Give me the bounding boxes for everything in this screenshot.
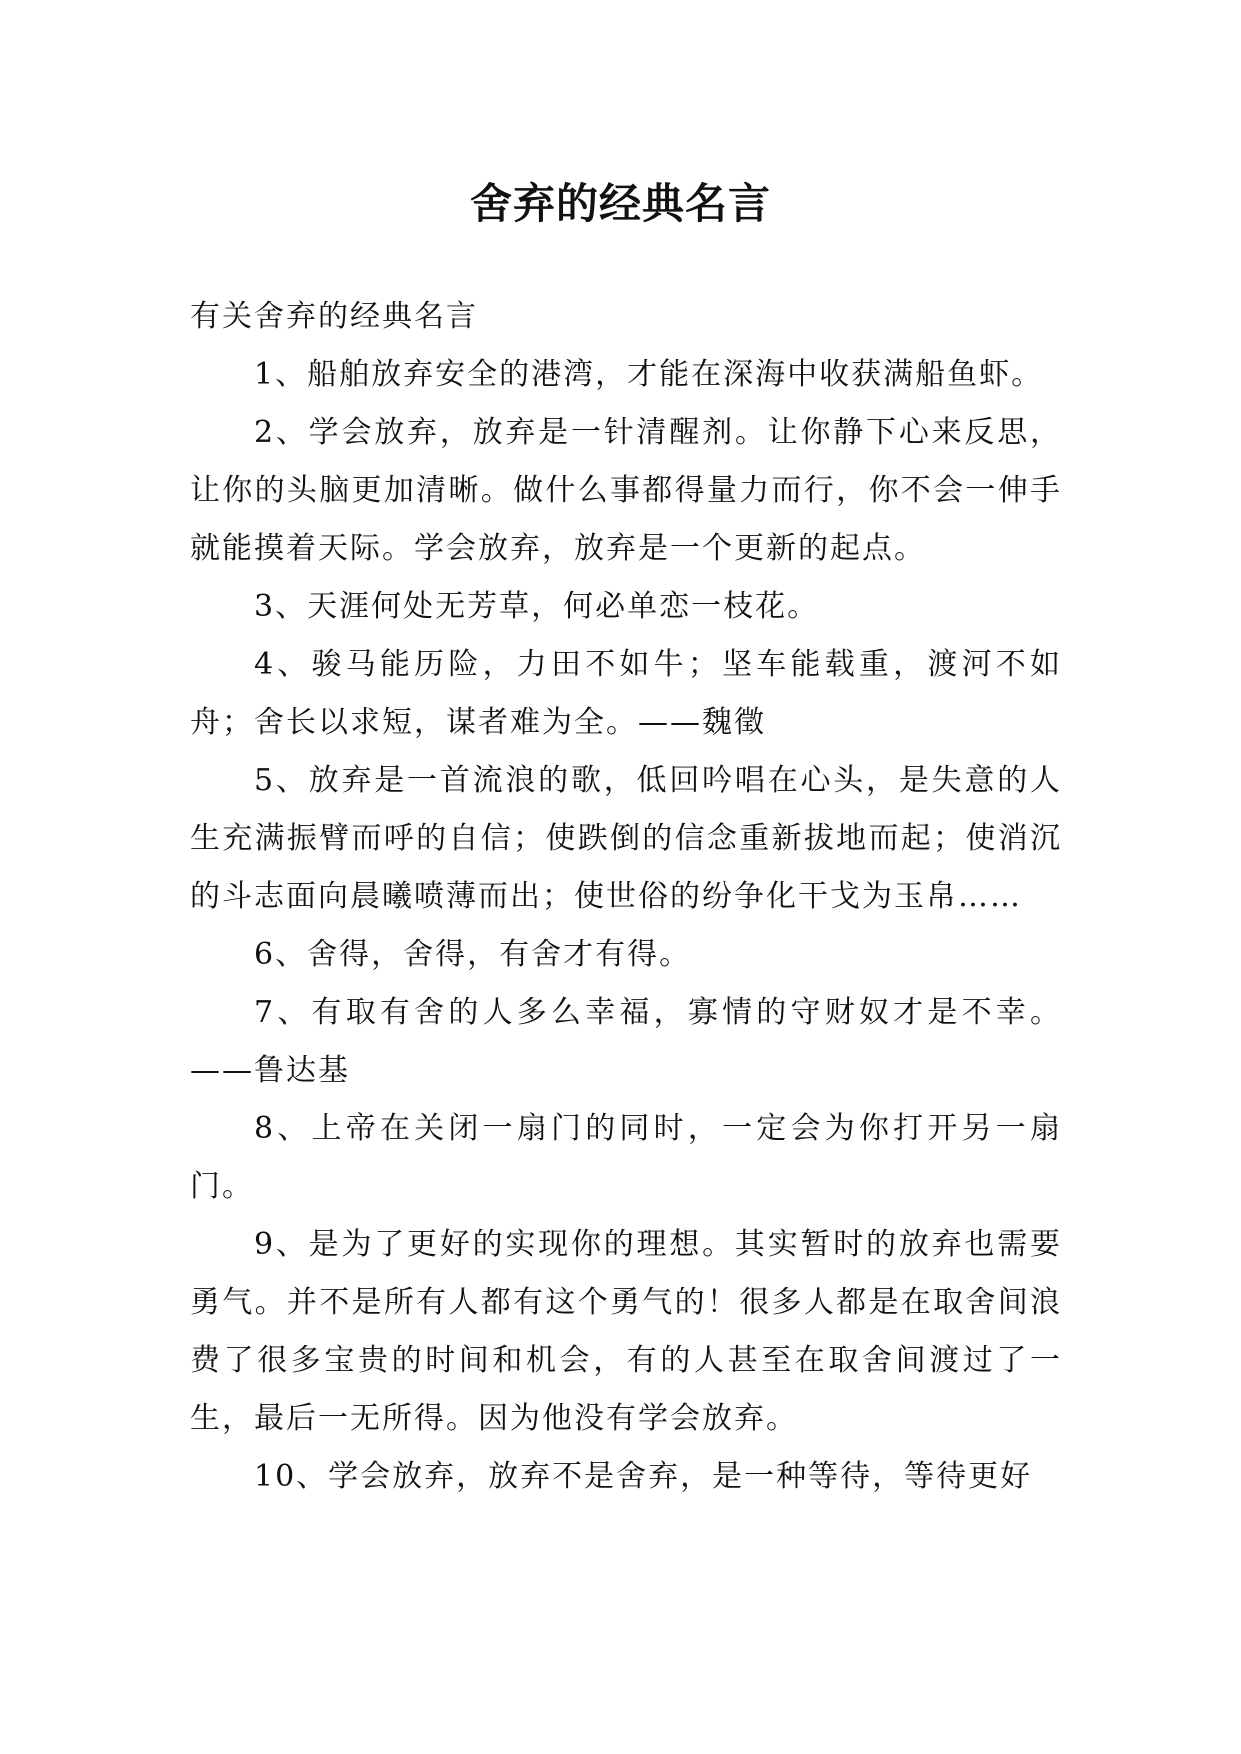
page-title: 舍弃的经典名言 [469,179,771,229]
paragraph-heading: 有关舍弃的经典名言 [190,299,478,334]
document-body [190,288,1062,1506]
quote-4: 4、骏马能历险，力田不如牛；坚车能载重，渡河不如舟；舍长以求短，谋者难为全。——魏徵 [190,647,1062,740]
quote-10: 10、学会放弃，放弃不是舍弃，是一种等待，等待更好 [254,1459,1033,1494]
quote-7: 7、有取有舍的人多么幸福，寡情的守财奴才是不幸。——鲁达基 [190,995,1062,1088]
quote-8: 8、上帝在关闭一扇门的同时，一定会为你打开另一扇门。 [190,1111,1062,1204]
quote-5: 5、放弃是一首流浪的歌，低回吟唱在心头，是失意的人生充满振臂而呼的自信；使跌倒的信念重新拔地而起；使消沉的斗志面向晨曦喷薄而出；使世俗的纷争化干戈为玉帛…… [190,763,1062,914]
quote-1: 1、船舶放弃安全的港湾，才能在深海中收获满船鱼虾。 [254,357,1044,392]
quote-3: 3、天涯何处无芳草，何必单恋一枝花。 [254,589,820,624]
quote-6: 6、舍得，舍得，有舍才有得。 [254,937,692,972]
quote-9: 9、是为了更好的实现你的理想。其实暂时的放弃也需要勇气。并不是所有人都有这个勇气的！很多人都是在取舍间浪费了很多宝贵的时间和机会，有的人甚至在取舍间渡过了一生，最后一无所得。因为他没有学会放弃。 [190,1227,1062,1436]
quote-2: 2、学会放弃，放弃是一针清醒剂。让你静下心来反思，让你的头脑更加清晰。做什么事都得量力而行，你不会一伸手就能摸着天际。学会放弃，放弃是一个更新的起点。 [190,415,1062,566]
